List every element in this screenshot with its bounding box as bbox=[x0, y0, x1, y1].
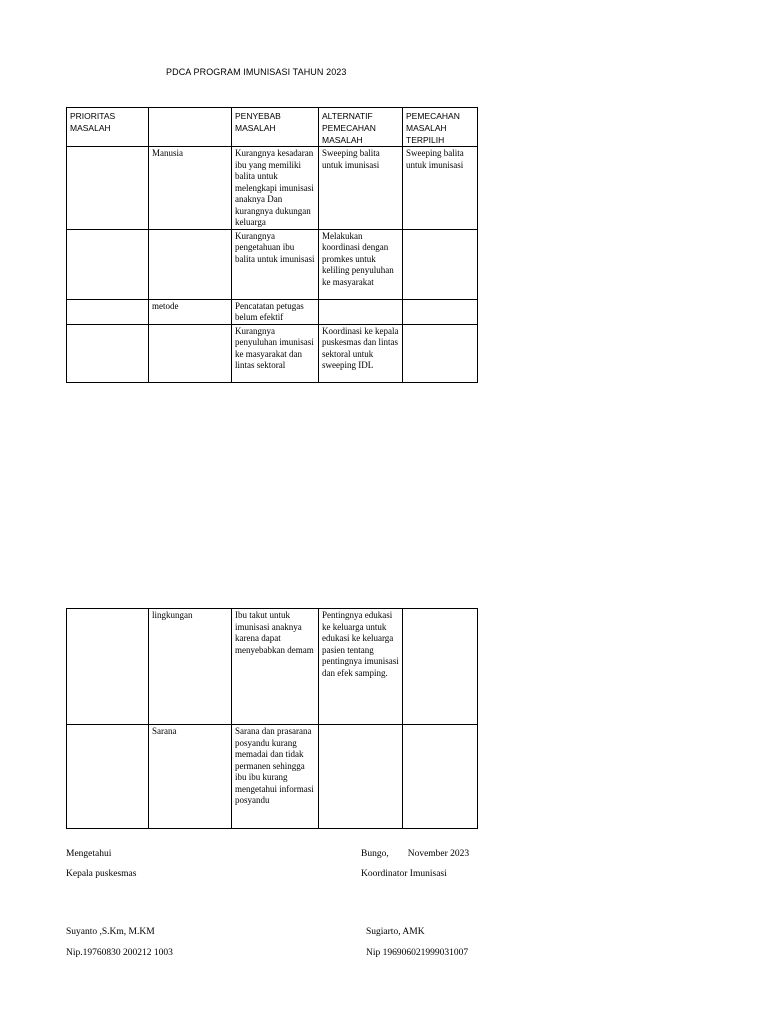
table-cell: Pencatatan petugas belum efektif bbox=[232, 299, 319, 324]
table-cell bbox=[319, 299, 403, 324]
table-row bbox=[67, 299, 478, 324]
right-signatory-name: Sugiarto, AMK bbox=[366, 927, 425, 937]
left-signatory-nip: Nip.19760830 200212 1003 bbox=[66, 948, 173, 958]
header-cell bbox=[149, 108, 232, 147]
table-cell bbox=[403, 609, 478, 725]
table-row bbox=[67, 609, 478, 725]
header-cell: PEMECAHAN MASALAH TERPILIH bbox=[403, 108, 478, 147]
table-cell bbox=[403, 324, 478, 382]
table-cell bbox=[319, 725, 403, 829]
header-cell: ALTERNATIF PEMECAHAN MASALAH bbox=[319, 108, 403, 147]
table-cell: Ibu takut untuk imunisasi anaknya karena dapat menyebabkan demam bbox=[232, 609, 319, 725]
table-cell: Kurangnya pengetahuan ibu balita untuk imunisasi bbox=[232, 229, 319, 299]
head-of-puskesmas-label: Kepala puskesmas bbox=[66, 869, 137, 879]
place-date: Bungo, November 2023 bbox=[361, 849, 470, 859]
table-cell bbox=[403, 725, 478, 829]
table-cell: Melakukan koordinasi dengan promkes untuk keliling penyuluhan ke masyarakat bbox=[319, 229, 403, 299]
table-cell bbox=[403, 229, 478, 299]
page-title: PDCA PROGRAM IMUNISASI TAHUN 2023 bbox=[166, 67, 347, 77]
table-cell: Sarana bbox=[149, 725, 232, 829]
table-cell: lingkungan bbox=[149, 609, 232, 725]
table-cell: Kurangnya penyuluhan imunisasi ke masyarakat dan lintas sektoral bbox=[232, 324, 319, 382]
table-row bbox=[67, 147, 478, 230]
table-cell: Kurangnya kesadaran ibu yang memiliki balita untuk melengkapi imunisasi anaknya Dan kurangnya dukungan keluarga bbox=[232, 147, 319, 230]
table-cell: Koordinasi ke kepala puskesmas dan lintas sektoral untuk sweeping IDL bbox=[319, 324, 403, 382]
table-row bbox=[67, 229, 478, 299]
table-header-row bbox=[67, 108, 478, 147]
pdca-table-continued bbox=[66, 608, 478, 829]
table-cell bbox=[67, 147, 149, 230]
left-signatory-name: Suyanto ,S.Km, M.KM bbox=[66, 927, 155, 937]
table-row bbox=[67, 324, 478, 382]
header-cell: PENYEBAB MASALAH bbox=[232, 108, 319, 147]
table-cell bbox=[149, 324, 232, 382]
table-cell bbox=[403, 299, 478, 324]
pdca-table bbox=[66, 107, 478, 383]
table-cell: Pentingnya edukasi ke keluarga untuk edukasi ke keluarga pasien tentang pentingnya imunisasi dan efek samping. bbox=[319, 609, 403, 725]
table-cell: Manusia bbox=[149, 147, 232, 230]
table-cell bbox=[67, 609, 149, 725]
table-cell: Sweeping balita untuk imunisasi bbox=[403, 147, 478, 230]
table-cell bbox=[67, 725, 149, 829]
table-cell bbox=[67, 324, 149, 382]
header-cell: PRIORITAS MASALAH bbox=[67, 108, 149, 147]
coordinator-label: Koordinator Imunisasi bbox=[361, 869, 447, 879]
table-cell: Sweeping balita untuk imunisasi bbox=[319, 147, 403, 230]
right-signatory-nip: Nip 196906021999031007 bbox=[366, 948, 469, 958]
table-row bbox=[67, 725, 478, 829]
acknowledged-label: Mengetahui bbox=[66, 849, 112, 859]
table-cell bbox=[149, 229, 232, 299]
table-cell bbox=[67, 299, 149, 324]
table-cell: Sarana dan prasarana posyandu kurang memadai dan tidak permanen sehingga ibu ibu kurang mengetahui informasi posyandu bbox=[232, 725, 319, 829]
table-cell: metode bbox=[149, 299, 232, 324]
table-cell bbox=[67, 229, 149, 299]
